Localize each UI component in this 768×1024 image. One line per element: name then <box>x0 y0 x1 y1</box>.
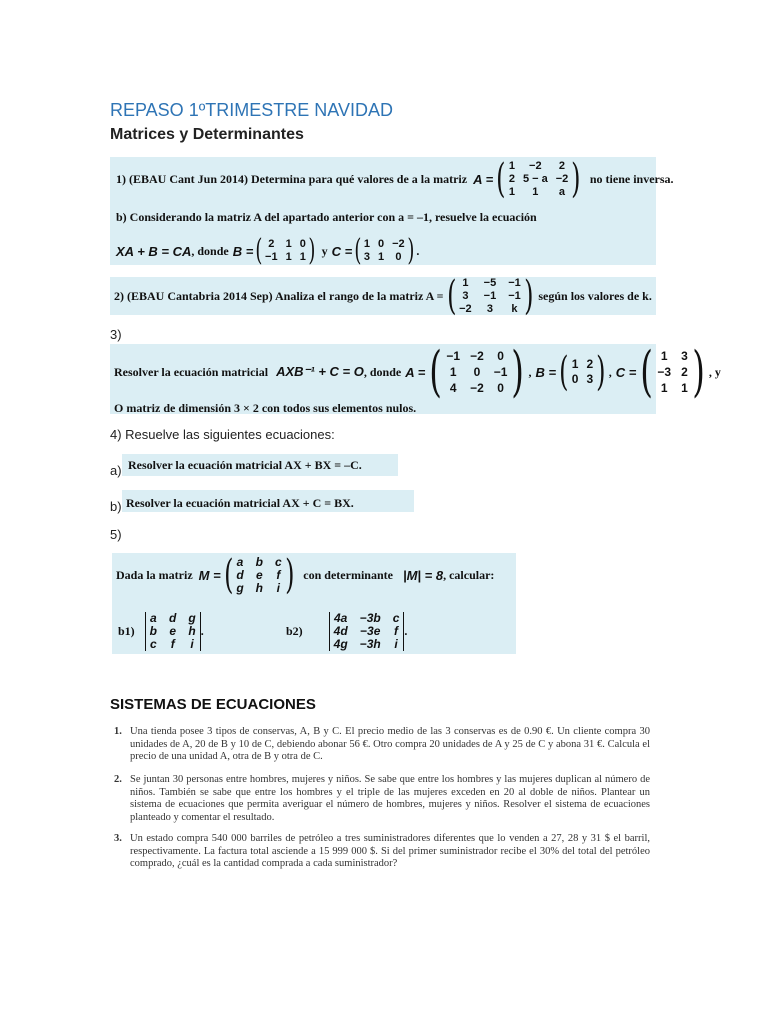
matrix-cell: 0 <box>497 349 504 363</box>
exercise-2-line <box>114 273 652 319</box>
matrix-b3-label: B = <box>535 364 557 380</box>
problem-text: Una tienda posee 3 tipos de conservas, A, B y C. El precio medio de las 3 conservas es de 0.90 €. Un cliente compra 30 unidades de A, 20 de B y 10 de C, debiendo abonar 56 €. Otro compra 20 unidades de A y 25 de C y abona 31 €. Calcula el precio de una unidad A, otra de B y otra de C. <box>130 726 650 762</box>
matrix-cell: 1 <box>681 381 688 395</box>
matrix-cell: −2 <box>470 381 484 395</box>
matrix-cell: h <box>188 623 196 638</box>
matrix-cell: 3 <box>462 289 469 302</box>
matrix-b-grid <box>265 238 306 264</box>
matrix-c3-label: C = <box>615 364 637 380</box>
matrix-cell: −1 <box>508 289 521 302</box>
matrix-cell: −1 <box>493 365 508 379</box>
determinant-1 <box>145 612 201 651</box>
matrix-cell: 0 <box>497 381 504 395</box>
matrix-cell: −2 <box>459 302 472 315</box>
matrix-a2: ( 1 −5 −1 3 −1 −1 −2 3 k ) <box>446 273 534 319</box>
matrix-c3-grid <box>657 348 687 396</box>
matrix-cell: 0 <box>473 365 481 379</box>
exercise-1-tail: no tiene inversa. <box>589 171 674 186</box>
exercise-4b-label: b) <box>110 499 122 514</box>
matrix-cell: 2 <box>681 365 688 379</box>
exercise-4a-row <box>128 458 362 473</box>
matrix-a3-label: A = <box>405 364 426 380</box>
matrix-cell: −2 <box>529 159 542 172</box>
exercise-4-label: 4) Resuelve las siguientes ecuaciones: <box>110 427 335 442</box>
matrix-cell: b <box>149 623 158 638</box>
matrix-cell: 0 <box>378 238 385 250</box>
page-title: REPASO 1ºTRIMESTRE NAVIDAD <box>110 100 393 120</box>
matrix-cell: 3 <box>681 349 688 363</box>
exercise-2-tail: según los valores de k. <box>538 288 652 303</box>
matrix-cell: 1 <box>462 276 469 289</box>
y-text: , y <box>708 364 721 379</box>
problem-number: 1. <box>114 726 122 737</box>
exercise-5-text: Dada la matriz <box>116 567 193 582</box>
matrix-cell: 4a <box>334 610 348 625</box>
matrix-cell: −3e <box>360 623 381 638</box>
matrix-b3-grid <box>572 357 593 387</box>
matrix-cell: i <box>276 580 281 595</box>
matrix-cell: a <box>236 554 244 569</box>
matrix-cell: a <box>150 610 157 625</box>
exercise-1b-text-row <box>116 210 537 225</box>
problem-number: 2. <box>114 774 122 785</box>
matrix-cell: 1 <box>508 159 515 172</box>
matrix-cell: c <box>392 610 400 625</box>
comma: , <box>528 364 532 379</box>
matrix-cell: g <box>236 580 244 595</box>
matrix-cell: 1 <box>660 349 668 363</box>
matrix-cell: −2 <box>470 349 484 363</box>
matrix-cell: g <box>188 610 196 625</box>
b1-label: b1) <box>118 623 135 638</box>
matrix-cell: 2 <box>508 172 515 185</box>
exercise-1-line <box>116 156 674 202</box>
matrix-cell: c <box>275 554 282 569</box>
matrix-cell: f <box>170 636 175 651</box>
matrix-b-label: B = <box>232 243 254 259</box>
exercise-4b-row <box>126 496 354 511</box>
exercise-1b-equation <box>116 233 420 268</box>
matrix-cell: 0 <box>299 238 306 250</box>
matrix-cell: a <box>558 185 566 198</box>
matrix-cell: 1 <box>449 365 457 379</box>
matrix-cell: e <box>169 623 177 638</box>
calc-text: , calcular: <box>443 567 495 582</box>
exercise-5-b1 <box>118 610 204 652</box>
systems-title: SISTEMAS DE ECUACIONES <box>110 696 316 713</box>
det-value: |M| = 8 <box>402 567 444 583</box>
equation: AXB⁻¹ + C = O <box>276 364 364 379</box>
determinant-2-grid <box>334 612 400 651</box>
matrix-cell: 1 <box>363 238 370 250</box>
period: . <box>404 623 408 638</box>
comma: , <box>608 364 612 379</box>
exercise-2-text: 2) (EBAU Cantabria 2014 Sep) Analiza el rango de la matriz A = <box>114 288 444 303</box>
matrix-m-label: M = <box>198 567 221 583</box>
donde-text: , donde <box>191 243 229 258</box>
matrix-cell: −1 <box>508 276 521 289</box>
matrix-cell: 1 <box>532 185 539 198</box>
matrix-cell: −2 <box>392 238 405 250</box>
matrix-cell: 2 <box>268 238 275 250</box>
determinant-2 <box>329 610 408 651</box>
matrix-cell: −2 <box>555 172 569 185</box>
matrix-cell: 3 <box>486 302 493 315</box>
matrix-cell: e <box>255 567 263 582</box>
matrix-cell: −1 <box>483 289 497 302</box>
problem-text: Un estado compra 540 000 barriles de petróleo a tres suministradores diferentes que lo venden a 27, 28 y 31 $ el barril, respectivamente. La factura total asciende a 15 999 000 $. Si del primer suministrador recibe el 30% del total del petróleo comprado, ¿cuál es la cantidad comprada a cada suministrador? <box>130 833 650 869</box>
matrix-cell: 1 <box>660 381 668 395</box>
matrix-cell: i <box>394 636 398 651</box>
matrix-cell: 5 − a <box>522 172 548 185</box>
matrix-c3: ( 1 3 −3 2 1 1 ) <box>640 340 705 403</box>
section-subtitle: Matrices y Determinantes <box>110 126 304 143</box>
matrix-c: ( 1 0 −2 3 1 0 ) <box>354 233 415 268</box>
matrix-c-label: C = <box>331 243 353 259</box>
donde-text: , donde <box>363 364 402 379</box>
matrix-cell: 1 <box>285 251 292 263</box>
matrix-cell: 4d <box>333 623 348 638</box>
exercise-5-label: 5) <box>110 527 122 542</box>
determinant-1-grid <box>150 612 196 651</box>
matrix-cell: f <box>276 567 281 582</box>
matrix-cell: 2 <box>586 357 594 371</box>
matrix-cell: −1 <box>265 251 278 263</box>
matrix-cell: 1 <box>285 238 292 250</box>
exercise-4b-text: Resolver la ecuación matricial AX + C = BX. <box>126 496 354 510</box>
matrix-c-grid <box>364 238 405 264</box>
matrix-cell: d <box>169 610 177 625</box>
exercise-5-b2 <box>286 610 407 652</box>
problem-number: 3. <box>114 833 122 844</box>
exercise-3-text: Resolver la ecuación matricial <box>114 364 269 379</box>
matrix-cell: 3 <box>586 372 594 386</box>
exercise-1-text: 1) (EBAU Cant Jun 2014) Determina para qué valores de a la matriz <box>116 171 468 186</box>
y-text: y <box>321 243 328 258</box>
matrix-cell: 4 <box>449 381 457 395</box>
exercise-3-last-row <box>114 401 416 416</box>
exercise-3-line <box>114 340 721 403</box>
period: . <box>416 243 420 258</box>
matrix-cell: 1 <box>378 251 385 263</box>
matrix-cell: 1 <box>571 357 579 371</box>
exercise-4a-text: Resolver la ecuación matricial AX + BX = –C. <box>128 458 362 472</box>
equation: XA + B = CA <box>116 243 192 259</box>
matrix-cell: 0 <box>395 251 402 263</box>
exercise-3-label: 3) <box>110 327 122 342</box>
matrix-cell: −5 <box>483 276 497 289</box>
matrix-cell: i <box>190 636 194 651</box>
matrix-cell: c <box>150 636 157 651</box>
matrix-a-label: A = <box>473 171 494 187</box>
matrix-b3: ( 1 2 0 3 ) <box>559 349 606 395</box>
matrix-cell: −3b <box>359 610 381 625</box>
matrix-cell: h <box>255 580 263 595</box>
matrix-cell: −3 <box>657 365 672 379</box>
matrix-cell: 1 <box>299 251 306 263</box>
matrix-cell: 0 <box>571 372 579 386</box>
matrix-a-grid <box>509 160 568 199</box>
matrix-cell: −1 <box>446 349 461 363</box>
exercise-1b-text: b) Considerando la matriz A del apartado anterior con a = –1, resuelve la ecuación <box>116 210 537 224</box>
matrix-m: ( a b c d e f g h i ) <box>223 552 295 598</box>
matrix-cell: d <box>236 567 244 582</box>
matrix-a3: ( −1 −2 0 1 0 −1 4 −2 0 ) <box>429 340 525 403</box>
matrix-a3-grid <box>446 348 507 396</box>
matrix-cell: k <box>511 302 518 315</box>
matrix-cell: 2 <box>558 159 566 172</box>
exercise-5-line <box>116 554 494 596</box>
exercise-3-last: O matriz de dimensión 3 × 2 con todos sus elementos nulos. <box>114 401 417 415</box>
matrix-cell: f <box>394 623 399 638</box>
matrix-a: ( 1 −2 2 2 5 − a −2 1 1 a ) <box>496 156 581 202</box>
matrix-a2-grid <box>459 277 521 316</box>
b2-label: b2) <box>286 623 303 638</box>
matrix-cell: 1 <box>508 185 515 198</box>
matrix-cell: b <box>255 554 263 569</box>
exercise-4a-label: a) <box>110 463 122 478</box>
matrix-b: ( 2 1 0 −1 1 1 ) <box>255 233 316 268</box>
matrix-cell: −3h <box>359 636 381 651</box>
problem-text: Se juntan 30 personas entre hombres, mujeres y niños. Se sabe que entre los hombres y las mujeres duplican al número de niños. También se sabe que entre los hombres y el triple de las mujeres exceden en 20 al doble de niños. Plantear un sistema de ecuaciones que permita averiguar el número de hombres, mujeres y niños. Resolver el sistema de ecuaciones planteado y comentar el resultado. <box>130 774 650 823</box>
det-text: con determinante <box>303 567 393 582</box>
matrix-cell: 3 <box>363 251 370 263</box>
matrix-m-grid <box>236 556 281 595</box>
period: . <box>200 623 204 638</box>
matrix-cell: 4g <box>333 636 348 651</box>
